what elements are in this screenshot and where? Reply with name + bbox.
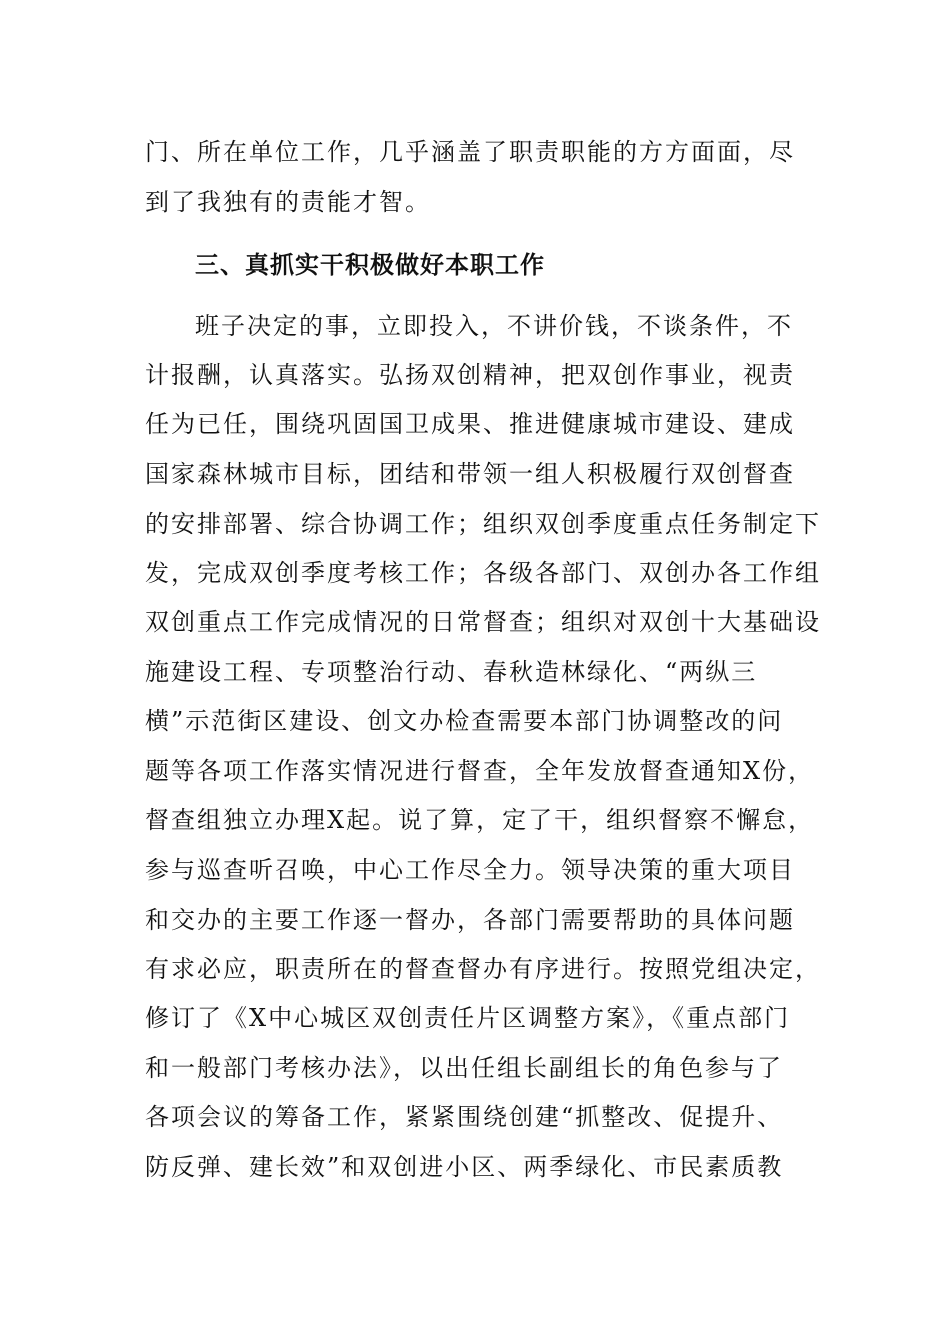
paragraph-line: 发，完成双创季度考核工作；各级各部门、双创办各工作组 [145,559,821,587]
paragraph-line: 施建设工程、专项整治行动、春秋造林绿化、“两纵三 [145,658,758,686]
paragraph-line: 门、所在单位工作，几乎涵盖了职责职能的方方面面，尽 [145,138,795,166]
paragraph-line: 的安排部署、综合协调工作；组织双创季度重点任务制定下 [145,510,821,538]
paragraph-line: 横”示范街区建设、创文办检查需要本部门协调整改的问 [145,707,784,735]
section-heading: 三、真抓实干积极做好本职工作 [195,251,545,279]
paragraph-line: 任为已任，围绕巩固国卫成果、推进健康城市建设、建成 [145,410,795,438]
paragraph-line: 和交办的主要工作逐一督办，各部门需要帮助的具体问题 [145,906,795,934]
paragraph-line: 督查组独立办理X起。说了算，定了干，组织督察不懈怠， [145,806,815,834]
paragraph-line: 计报酬，认真落实。弘扬双创精神，把双创作事业，视责 [145,361,795,389]
paragraph-line: 参与巡查听召唤，中心工作尽全力。领导决策的重大项目 [145,856,795,884]
paragraph-line: 各项会议的筹备工作，紧紧围绕创建“抓整改、促提升、 [145,1103,784,1131]
paragraph-line: 修订了《X中心城区双创责任片区调整方案》，《重点部门 [145,1004,791,1032]
paragraph-line: 班子决定的事，立即投入，不讲价钱，不谈条件，不 [195,312,793,340]
paragraph-line: 双创重点工作完成情况的日常督查；组织对双创十大基础设 [145,608,821,636]
paragraph-line: 有求必应，职责所在的督查督办有序进行。按照党组决定， [145,955,821,983]
paragraph-line: 国家森林城市目标，团结和带领一组人积极履行双创督查 [145,460,795,488]
paragraph-line: 防反弹、建长效”和双创进小区、两季绿化、市民素质教 [145,1153,784,1181]
paragraph-line: 到了我独有的责能才智。 [145,188,431,216]
paragraph-line: 题等各项工作落实情况进行督查，全年发放督查通知X份， [145,757,815,785]
paragraph-line: 和一般部门考核办法》，以出任组长副组长的角色参与了 [145,1054,783,1082]
